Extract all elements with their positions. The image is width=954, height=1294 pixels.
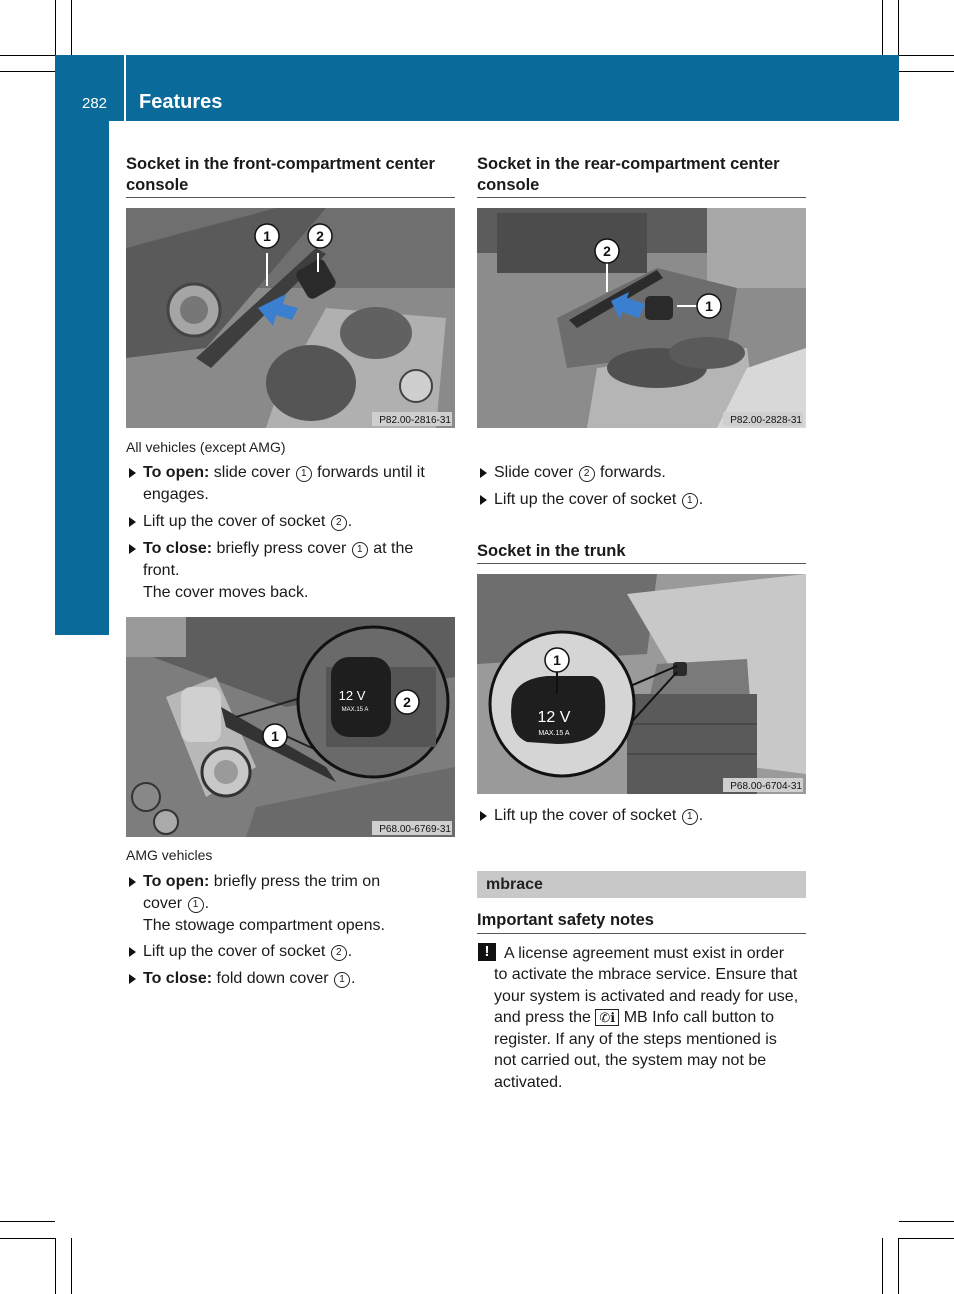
step-arrow-icon — [129, 877, 136, 887]
photo-code: P68.00-6704-31 — [730, 781, 802, 792]
callout-number: 1 — [352, 542, 368, 558]
step-arrow-icon — [129, 947, 136, 957]
section-heading-safety: Important safety notes — [477, 911, 654, 929]
step-text: . — [698, 807, 704, 824]
step-text: briefly press the trim on — [209, 873, 381, 890]
heading-line: Socket in the front-compartment center — [126, 155, 435, 173]
crop-mark — [898, 0, 899, 55]
note-line: to activate the mbrace service. Ensure that — [494, 966, 798, 983]
safety-note — [504, 943, 809, 965]
note-text: and press the — [494, 1009, 596, 1026]
step-result: The cover moves back. — [143, 584, 309, 601]
step-text: front. — [143, 562, 180, 579]
svg-text:1: 1 — [263, 228, 271, 244]
svg-text:1: 1 — [553, 652, 561, 668]
instruction-step — [494, 805, 804, 827]
note-line: your system is activated and ready for use, — [494, 987, 799, 1005]
photo-code: P82.00-2828-31 — [730, 415, 802, 426]
callout-number: 2 — [579, 466, 595, 482]
step-text: cover — [143, 895, 187, 912]
step-text: engages. — [143, 486, 209, 503]
heading-rule — [477, 933, 806, 934]
step-text: slide cover — [209, 464, 295, 481]
instruction-step — [143, 941, 453, 963]
page-number: 282 — [82, 95, 108, 112]
crop-mark — [0, 1221, 55, 1222]
section-heading-rear — [477, 154, 780, 196]
svg-text:1: 1 — [705, 298, 713, 314]
step-arrow-icon — [480, 495, 487, 505]
instruction-step — [143, 511, 453, 533]
step-text: briefly press cover — [212, 540, 351, 557]
safety-note-body — [494, 964, 809, 1093]
step-arrow-icon — [129, 544, 136, 554]
instruction-step — [143, 871, 453, 937]
info-call-icon: ✆ℹ — [595, 1009, 619, 1026]
rear-console-photo — [477, 208, 806, 428]
photo-caption: All vehicles (except AMG) — [126, 439, 286, 455]
instruction-step — [143, 968, 453, 990]
callout-number: 1 — [334, 972, 350, 988]
heading-line: console — [477, 176, 540, 194]
note-line: activated. — [494, 1073, 563, 1091]
warning-icon: ! — [478, 943, 496, 961]
step-keyword: To close: — [143, 970, 213, 987]
svg-text:1: 1 — [271, 728, 279, 744]
instruction-step — [143, 462, 453, 506]
step-text: forwards until it — [312, 464, 425, 481]
heading-rule — [477, 563, 806, 564]
section-heading-trunk: Socket in the trunk — [477, 542, 626, 560]
heading-rule — [126, 197, 455, 198]
header-divider — [124, 55, 126, 121]
callout-number: 2 — [331, 515, 347, 531]
callout-number: 1 — [188, 897, 204, 913]
step-text: Lift up the cover of socket — [494, 807, 681, 824]
step-text: fold down cover — [212, 970, 333, 987]
step-text: . — [351, 970, 356, 987]
crop-mark — [899, 71, 954, 72]
crop-mark — [899, 1238, 954, 1239]
step-text: at the — [368, 540, 414, 557]
crop-mark — [0, 71, 55, 72]
socket-label: 12 V — [537, 709, 571, 726]
step-keyword: To open: — [143, 873, 210, 890]
callout-number: 1 — [296, 466, 312, 482]
callout-number: 2 — [331, 945, 347, 961]
crop-mark — [0, 1238, 55, 1239]
step-arrow-icon — [480, 468, 487, 478]
step-arrow-icon — [129, 468, 136, 478]
front-console-photo — [126, 208, 455, 428]
step-text: Slide cover — [494, 464, 578, 481]
note-line: A license agreement must exist in order — [504, 945, 785, 962]
crop-mark — [898, 1238, 899, 1294]
crop-mark — [899, 55, 954, 56]
crop-mark — [899, 1221, 954, 1222]
note-line — [494, 1007, 809, 1029]
instruction-step — [143, 538, 453, 604]
step-text: . — [698, 491, 704, 508]
note-text: MB Info call button to — [619, 1009, 774, 1026]
heading-line: console — [126, 176, 189, 194]
section-heading-front — [126, 154, 435, 196]
note-line: register. If any of the steps mentioned is — [494, 1030, 777, 1048]
side-tab-label: Stowage and features — [68, 337, 95, 587]
crop-mark — [882, 0, 883, 55]
crop-mark — [55, 0, 56, 55]
step-text: . — [204, 895, 210, 912]
callout-number: 1 — [682, 493, 698, 509]
step-text: forwards. — [595, 464, 666, 481]
photo-code: P68.00-6769-31 — [379, 824, 451, 835]
svg-text:2: 2 — [603, 243, 611, 259]
photo-caption: AMG vehicles — [126, 847, 213, 863]
step-arrow-icon — [129, 974, 136, 984]
socket-label: 12 V — [338, 688, 366, 703]
step-keyword: To close: — [143, 540, 213, 557]
step-arrow-icon — [129, 517, 136, 527]
section-bar-title: mbrace — [486, 876, 543, 893]
crop-mark — [71, 1238, 72, 1294]
step-text: . — [347, 513, 353, 530]
step-keyword: To open: — [143, 464, 210, 481]
chapter-title: Features — [139, 91, 223, 113]
instruction-step — [494, 462, 804, 484]
trunk-photo — [477, 574, 806, 794]
note-line: not carried out, the system may not be — [494, 1052, 767, 1069]
crop-mark — [882, 1238, 883, 1294]
callout-number: 1 — [682, 809, 698, 825]
step-arrow-icon — [480, 811, 487, 821]
crop-mark — [55, 1238, 56, 1294]
photo-code: P82.00-2816-31 — [379, 415, 451, 426]
instruction-step — [494, 489, 804, 511]
step-result: The stowage compartment opens. — [143, 917, 385, 934]
heading-line: Socket in the rear-compartment center — [477, 155, 780, 173]
crop-mark — [0, 55, 55, 56]
step-text: Lift up the cover of socket — [494, 491, 681, 508]
socket-sublabel: MAX.15 A — [341, 707, 369, 713]
step-text: . — [347, 943, 353, 960]
svg-text:2: 2 — [316, 228, 324, 244]
heading-rule — [477, 197, 806, 198]
amg-console-photo — [126, 617, 455, 837]
socket-sublabel: MAX.15 A — [538, 730, 570, 737]
step-text: Lift up the cover of socket — [143, 943, 330, 960]
crop-mark — [71, 0, 72, 55]
svg-text:2: 2 — [403, 694, 411, 710]
step-text: Lift up the cover of socket — [143, 513, 330, 530]
